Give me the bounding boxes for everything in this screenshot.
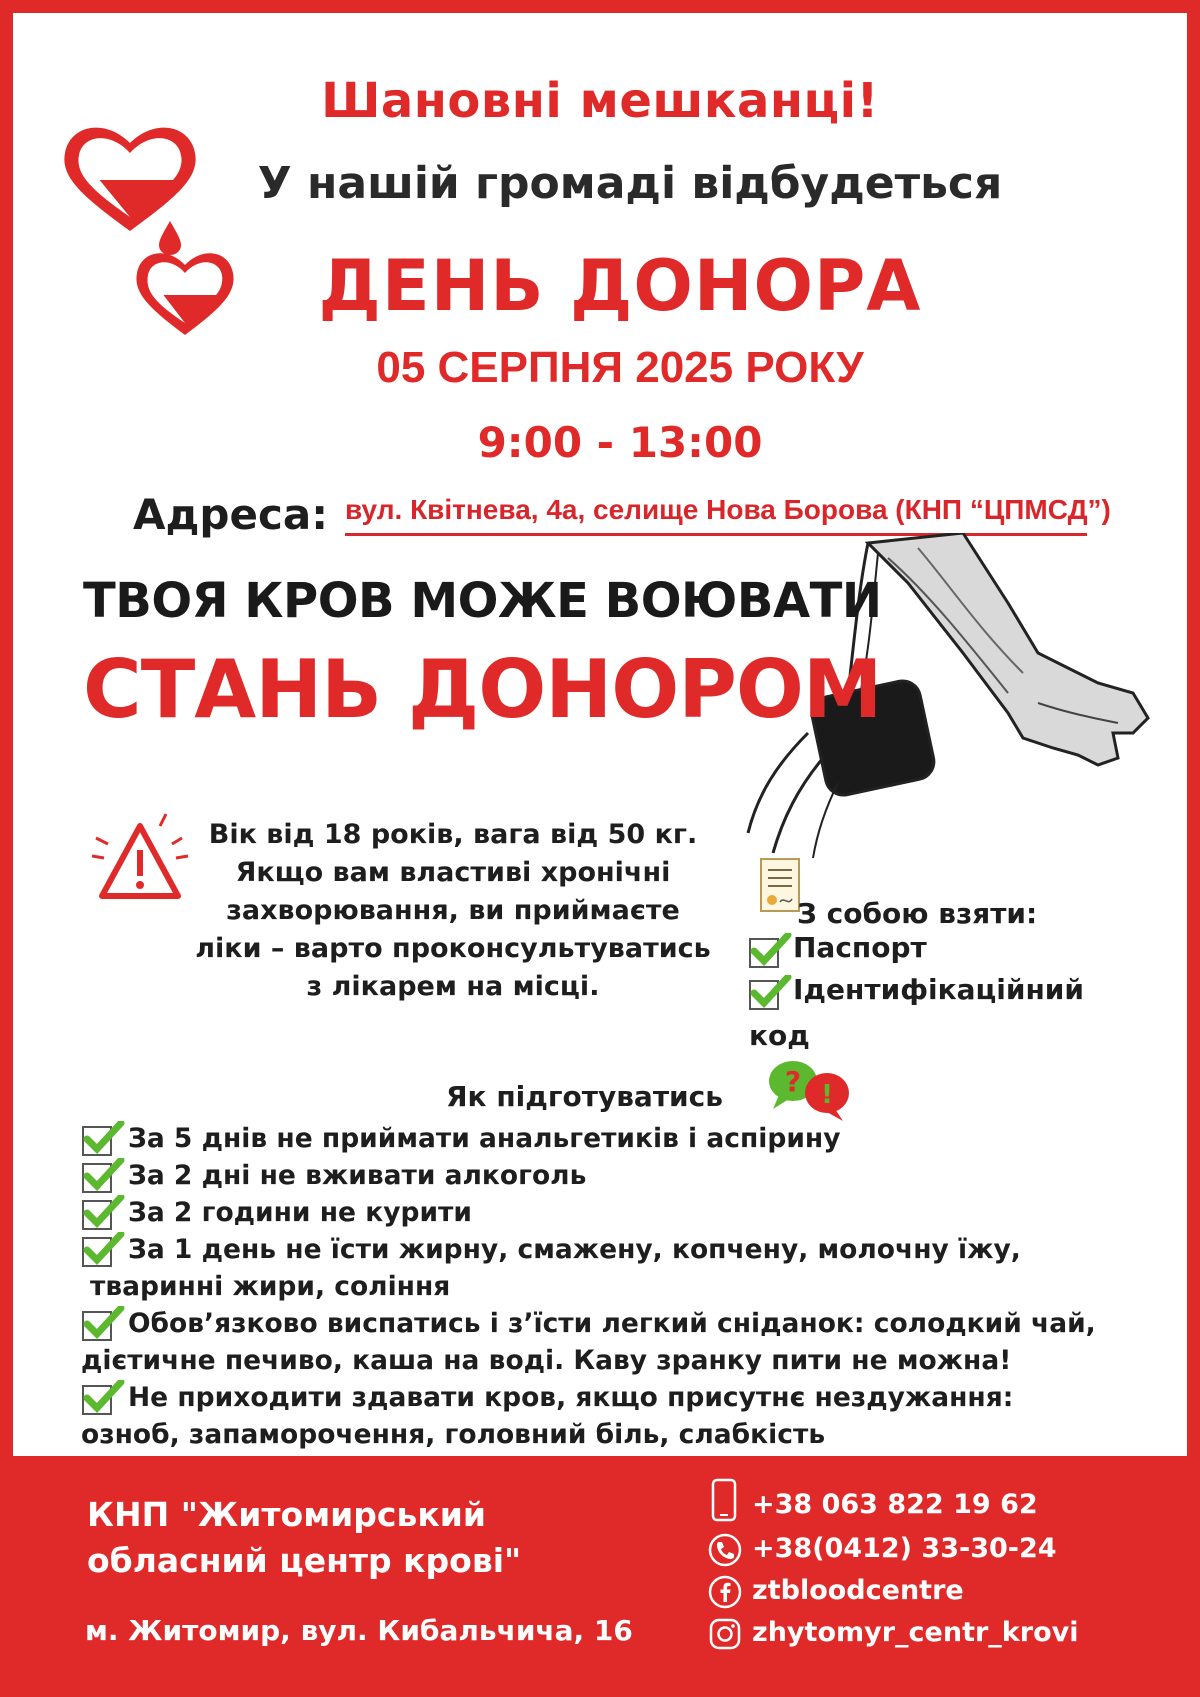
requirements-text: [158, 816, 748, 1006]
requirements-line: ліки – варто проконсультуватись: [195, 933, 711, 964]
poster-sheet: [13, 13, 1187, 1456]
call-icon: [708, 1533, 742, 1567]
address-label: Адреса:: [133, 490, 329, 539]
check-icon: [81, 1195, 125, 1231]
document-icon: [758, 856, 802, 914]
footer-address: м. Житомир, вул. Кибальчича, 16: [85, 1614, 633, 1647]
prep-line: За 1 день не їсти жирну, смажену, копчену, молочну їжу,: [128, 1234, 1021, 1265]
requirements-line: з лікарем на місці.: [306, 971, 600, 1002]
prep-line: За 2 дні не вживати алкоголь: [128, 1160, 587, 1191]
prep-line: озноб, запаморочення, головний біль, слабкість: [81, 1419, 826, 1450]
footer-organization: [87, 1492, 521, 1584]
check-icon: [748, 933, 792, 969]
question-bubble-icon: [765, 1055, 855, 1125]
bring-item-passport: Паспорт: [793, 931, 927, 964]
event-title: ДЕНЬ ДОНОРА: [318, 245, 922, 327]
prep-line: Обов’язково виспатись і з’їсти легкий сніданок: солодкий чай,: [128, 1308, 1096, 1339]
event-time: 9:00 - 13:00: [477, 418, 763, 467]
bring-title: З собою взяти:: [797, 897, 1038, 930]
instagram-icon: [708, 1617, 742, 1651]
requirements-line: Якщо вам властиві хронічні: [235, 857, 671, 888]
svg-text:!: !: [821, 1080, 833, 1110]
address-value: вул. Квітнева, 4а, селище Нова Борова (КНП “ЦПМСД”): [345, 494, 1111, 525]
footer-org-line: обласний центр крові": [87, 1541, 522, 1580]
event-date: 05 СЕРПНЯ 2025 РОКУ: [376, 343, 864, 392]
requirements-line: захворювання, ви приймаєте: [226, 895, 680, 926]
facebook-icon: [708, 1575, 742, 1609]
greeting-heading: Шановні мешканці!: [321, 73, 879, 129]
contact-facebook[interactable]: ztbloodcentre: [752, 1575, 964, 1606]
bring-item-id-code-wrap: код: [749, 1019, 810, 1052]
contact-phone-landline[interactable]: +38(0412) 33-30-24: [752, 1533, 1057, 1564]
check-icon: [81, 1158, 125, 1194]
slogan-line-1: ТВОЯ КРОВ МОЖЕ ВОЮВАТИ: [83, 573, 882, 629]
prep-line: За 2 години не курити: [128, 1197, 472, 1228]
prep-line: Не приходити здавати кров, якщо присутнє нездужання:: [128, 1382, 1014, 1413]
slogan-line-2: СТАНЬ ДОНОРОМ: [83, 643, 882, 736]
prep-line: тваринні жири, соління: [90, 1271, 451, 1302]
bring-item-id-code: Ідентифікаційний: [793, 973, 1085, 1006]
check-icon: [81, 1380, 125, 1416]
footer-org-line: КНП "Житомирський: [87, 1495, 486, 1534]
contact-phone-mobile[interactable]: +38 063 822 19 62: [752, 1489, 1038, 1520]
check-icon: [748, 975, 792, 1011]
svg-text:?: ?: [784, 1065, 802, 1098]
check-icon: [81, 1232, 125, 1268]
check-icon: [81, 1121, 125, 1157]
check-icon: [81, 1306, 125, 1342]
contact-instagram[interactable]: zhytomyr_centr_krovi: [752, 1617, 1079, 1648]
prep-line: дієтичне печиво, каша на воді. Каву зранку пити не можна!: [81, 1345, 1012, 1376]
prep-line: За 5 днів не приймати анальгетиків і аспірину: [128, 1123, 841, 1154]
preparation-title: Як підготуватись: [446, 1080, 723, 1113]
requirements-line: Вік від 18 років, вага від 50 кг.: [208, 819, 698, 850]
phone-icon: [710, 1478, 738, 1522]
intro-text: У нашій громаді відбудеться: [257, 158, 1003, 209]
